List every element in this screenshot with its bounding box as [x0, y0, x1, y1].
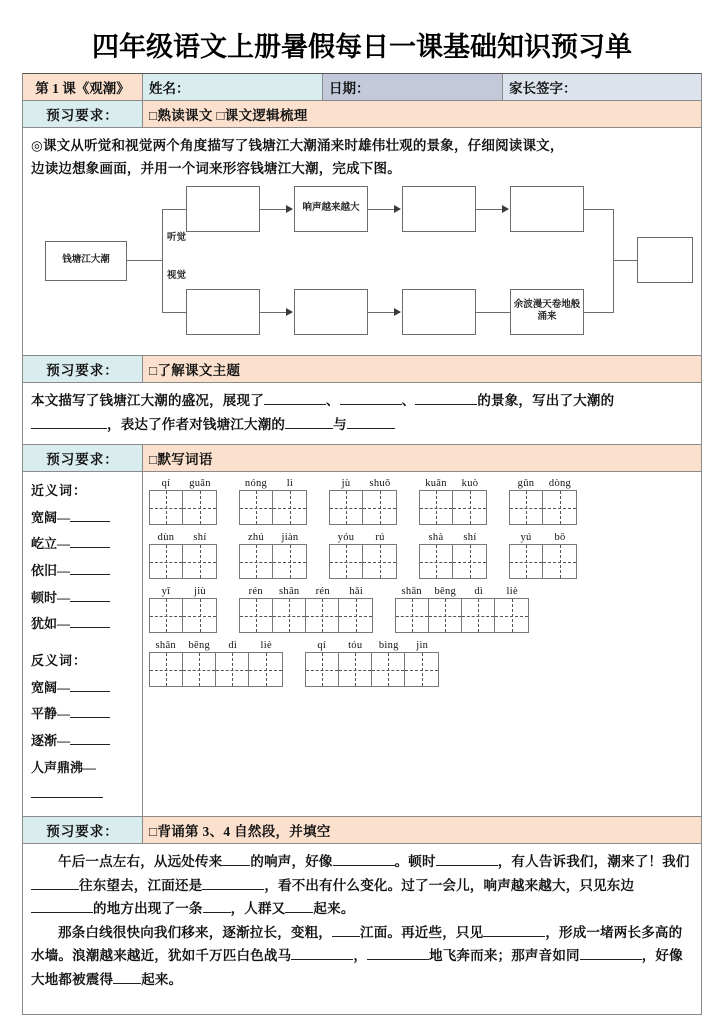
pinyin-syllable: rú	[375, 532, 385, 544]
character-grid-cell[interactable]	[543, 491, 576, 524]
requirement-row-theme	[23, 356, 701, 383]
pinyin-syllable: gǔn	[517, 478, 535, 490]
pinyin-syllable: bō	[554, 532, 566, 544]
pinyin-syllable: shuō	[369, 478, 391, 490]
antonym-item	[31, 728, 134, 755]
pinyin-syllable: guān	[189, 478, 211, 490]
character-grid-cell[interactable]	[363, 491, 396, 524]
flow-arrow-top-1	[286, 205, 293, 213]
theme-blank-2[interactable]	[340, 404, 402, 405]
requirement-read-text[interactable]: □熟读课文 □课文逻辑梳理	[143, 101, 701, 127]
antonym-label: 逐渐—	[31, 732, 71, 748]
recite-blank[interactable]	[31, 912, 93, 913]
flow-line-source-out	[127, 260, 163, 261]
pinyin-syllable: rén	[248, 586, 263, 598]
character-grid[interactable]	[239, 544, 307, 579]
character-grid[interactable]	[149, 490, 217, 525]
recite-paragraph-2	[31, 921, 693, 992]
character-grid-cell[interactable]	[330, 545, 363, 578]
page-title: 四年级语文上册暑假每日一课基础知识预习单	[92, 32, 632, 63]
flow-bottom-box-2[interactable]	[294, 289, 368, 335]
pinyin-syllable: yī	[161, 586, 171, 598]
antonym-blank[interactable]	[70, 717, 110, 718]
recite-paragraph-1	[31, 850, 693, 921]
theme-blank-6[interactable]	[347, 428, 395, 429]
character-grid-group	[509, 478, 577, 525]
pinyin-row	[149, 478, 217, 489]
character-grid-cell[interactable]	[306, 653, 339, 686]
flow-line-final-in	[613, 260, 637, 261]
recite-text: ，	[641, 948, 656, 964]
character-grid[interactable]	[329, 544, 397, 579]
character-grid-group	[329, 478, 397, 525]
theme-blank-3[interactable]	[415, 404, 477, 405]
pinyin-syllable: jiù	[194, 586, 206, 598]
character-grid-cell[interactable]	[273, 491, 306, 524]
character-grid-row	[149, 532, 697, 579]
pinyin-syllable: kuò	[461, 478, 479, 490]
character-grid-cell[interactable]	[462, 599, 495, 632]
pinyin-syllable: dùn	[157, 532, 175, 544]
character-grid-cell[interactable]	[183, 599, 216, 632]
requirement-label: 预习要求：	[23, 101, 143, 127]
character-grid-cell[interactable]	[150, 491, 183, 524]
synonym-blank[interactable]	[70, 627, 110, 628]
flow-arrow-top-2	[394, 205, 401, 213]
requirement-row-read	[23, 101, 701, 128]
character-grid-cell[interactable]	[363, 545, 396, 578]
theme-line-2	[31, 413, 693, 437]
character-grid-group	[395, 586, 529, 633]
recite-blank[interactable]	[332, 936, 360, 937]
theme-block	[23, 383, 701, 445]
pinyin-row	[305, 640, 439, 651]
antonym-item	[31, 675, 134, 702]
requirement-recite-text[interactable]: □背诵第 3、4 自然段，并填空	[143, 817, 701, 843]
recite-blank[interactable]	[333, 865, 395, 866]
flow-top-box-4[interactable]	[510, 186, 584, 232]
flow-top-box-3[interactable]	[402, 186, 476, 232]
theme-blank-4[interactable]	[31, 428, 107, 429]
recite-blank[interactable]	[285, 912, 313, 913]
character-grid-group	[239, 586, 373, 633]
recite-text: 往东望去，江面还是	[79, 877, 203, 893]
pinyin-syllable: bìng	[378, 640, 399, 652]
character-grid-cell[interactable]	[453, 545, 486, 578]
synonym-blank[interactable]	[70, 547, 110, 548]
character-grid-cell[interactable]	[216, 653, 249, 686]
character-grid-group	[149, 478, 217, 525]
pinyin-syllable: qí	[317, 640, 327, 652]
pinyin-syllable: shí	[463, 532, 477, 544]
antonym-label: 宽阔—	[31, 679, 71, 695]
synonym-label: 屹立—	[31, 536, 71, 552]
pinyin-syllable: nóng	[244, 478, 268, 490]
character-grid[interactable]	[149, 652, 283, 687]
requirement-theme-text[interactable]: □了解课文主题	[143, 356, 701, 382]
pinyin-syllable: dòng	[548, 478, 572, 490]
character-grid[interactable]	[419, 490, 487, 525]
synonym-item	[31, 505, 134, 532]
character-grid[interactable]	[329, 490, 397, 525]
pinyin-row	[329, 478, 397, 489]
recite-text: ，看不出有什么变化。过了一会儿，响声越来越大，只见东边	[264, 877, 635, 893]
requirement-label-theme: 预习要求：	[23, 356, 143, 382]
pinyin-row	[239, 586, 373, 597]
antonym-blank[interactable]	[70, 744, 110, 745]
pinyin-row	[509, 478, 577, 489]
intro-line-1: ◎课文从听觉和视觉两个角度描写了钱塘江大潮涌来时雄伟壮观的景象，仔细阅读课文，	[31, 137, 564, 153]
theme-text-f: 与	[333, 416, 347, 432]
antonym-item	[31, 781, 134, 808]
synonym-item	[31, 611, 134, 638]
pinyin-syllable: dì	[228, 640, 238, 652]
requirement-label-recite: 预习要求：	[23, 817, 143, 843]
pinyin-syllable: liè	[506, 586, 518, 598]
pinyin-syllable: liè	[260, 640, 272, 652]
antonym-item	[31, 701, 134, 728]
recite-blank[interactable]	[436, 865, 498, 866]
character-grid-cell[interactable]	[396, 599, 429, 632]
theme-text-d: 的景象，写出了大潮的	[477, 392, 615, 408]
worksheet-table	[22, 73, 702, 1015]
character-grid-cell[interactable]	[240, 599, 273, 632]
pinyin-syllable: dì	[474, 586, 484, 598]
flow-line-top-merge	[584, 209, 614, 210]
recite-block	[23, 844, 701, 1014]
theme-blank-5[interactable]	[285, 428, 333, 429]
date-field[interactable]: 日期：	[323, 74, 503, 100]
character-grid-group	[149, 586, 217, 633]
pinyin-row	[149, 532, 217, 543]
recite-blank[interactable]	[113, 983, 141, 984]
recite-text: ，人群又	[230, 901, 286, 917]
pinyin-syllable: kuān	[425, 478, 447, 490]
pinyin-syllable: shān	[155, 640, 176, 652]
recite-text: 的地方出现了一条	[93, 901, 203, 917]
synonym-blank[interactable]	[70, 601, 110, 602]
recite-text: ，	[353, 948, 368, 964]
theme-text-a: 本文描写了钱塘江大潮的盛况，展现了	[31, 392, 264, 408]
recite-text: 起来。	[141, 972, 183, 987]
antonym-label: 人声鼎沸—	[31, 759, 97, 775]
pinyin-syllable: shà	[428, 532, 444, 544]
recite-blank[interactable]	[31, 889, 79, 890]
pinyin-row	[329, 532, 397, 543]
recite-text: 江面。再近些，只见	[360, 924, 484, 940]
character-grid[interactable]	[239, 490, 307, 525]
recite-blank[interactable]	[202, 889, 264, 890]
flow-label-hearing: 听觉	[167, 232, 187, 243]
theme-line-1	[31, 389, 693, 413]
flowchart	[31, 183, 695, 343]
recite-blank[interactable]	[291, 959, 353, 960]
synonym-label: 依旧—	[31, 563, 71, 579]
character-grid-group	[239, 532, 307, 579]
flow-line-branch-vertical	[162, 209, 163, 313]
recite-blank[interactable]	[580, 959, 642, 960]
requirement-row-dictation	[23, 445, 701, 472]
recite-text: ，有人告诉我们，潮来了！	[497, 853, 663, 869]
character-grid-cell[interactable]	[339, 599, 372, 632]
pinyin-row	[239, 478, 307, 489]
theme-text-e: ，表达了作者对钱塘江大潮的	[107, 416, 286, 432]
character-grid-row	[149, 586, 697, 633]
character-grid-cell[interactable]	[240, 545, 273, 578]
character-grid-cell[interactable]	[453, 491, 486, 524]
character-grid-group	[329, 532, 397, 579]
character-grid-row	[149, 640, 697, 687]
character-grid[interactable]	[305, 652, 439, 687]
character-grid-host	[149, 478, 697, 687]
flow-bottom-box-1[interactable]	[186, 289, 260, 335]
pinyin-row	[239, 532, 307, 543]
character-grid-group	[239, 478, 307, 525]
recite-text: 那条白线很快向我们移来，逐渐拉长，变粗，	[58, 924, 332, 940]
synonym-item	[31, 531, 134, 558]
dictation-block	[23, 472, 701, 817]
column-spacer	[31, 638, 134, 648]
synonym-label: 犹如—	[31, 616, 71, 632]
pinyin-syllable: yóu	[337, 532, 355, 544]
character-grid-cell[interactable]	[339, 653, 372, 686]
antonym-item	[31, 755, 134, 782]
character-grid-cell[interactable]	[150, 599, 183, 632]
pinyin-row	[419, 478, 487, 489]
requirement-row-recite	[23, 817, 701, 844]
pinyin-syllable: jiàn	[281, 532, 299, 544]
antonym-label: 平静—	[31, 706, 71, 722]
character-grid-cell[interactable]	[183, 545, 216, 578]
recite-text: ，形成一堵两长多	[545, 924, 655, 940]
character-grid[interactable]	[395, 598, 529, 633]
flow-line-bottom-in	[162, 312, 186, 313]
pinyin-row	[419, 532, 487, 543]
character-grid-cell[interactable]	[150, 545, 183, 578]
pinyin-syllable: zhú	[247, 532, 265, 544]
character-grid-cell[interactable]	[429, 599, 462, 632]
requirement-dictation-text[interactable]: □默写词语	[143, 445, 701, 471]
recite-text: 起来。	[313, 901, 355, 917]
character-grid-group	[419, 532, 487, 579]
theme-blank-1[interactable]	[264, 404, 326, 405]
pinyin-syllable: rén	[315, 586, 330, 598]
character-grid-group	[419, 478, 487, 525]
character-grid-cell[interactable]	[183, 653, 216, 686]
character-grid-group	[509, 532, 577, 579]
flow-label-vision: 视觉	[167, 270, 187, 281]
theme-text-c: 、	[401, 392, 416, 408]
synonym-blank[interactable]	[70, 574, 110, 575]
flow-line-bottom-3-4	[476, 312, 510, 313]
character-grid-cell[interactable]	[543, 545, 576, 578]
flow-final-box[interactable]	[637, 237, 693, 283]
pinyin-row	[509, 532, 577, 543]
character-grid-cell[interactable]	[510, 545, 543, 578]
character-grid-cell[interactable]	[420, 491, 453, 524]
character-grid-cell[interactable]	[372, 653, 405, 686]
pinyin-syllable: jù	[341, 478, 351, 490]
flow-source-box: 钱塘江大潮	[45, 241, 127, 281]
character-grid-group	[149, 532, 217, 579]
recite-blank[interactable]	[367, 959, 429, 960]
character-grid-group	[149, 640, 283, 687]
character-grid-cell[interactable]	[306, 599, 339, 632]
character-grid-cell[interactable]	[150, 653, 183, 686]
flow-bottom-box-3[interactable]	[402, 289, 476, 335]
pinyin-row	[149, 640, 283, 651]
antonym-title: 反义词：	[31, 653, 88, 669]
pinyin-row	[395, 586, 529, 597]
recite-text: 午后一点左右，从远处传来	[58, 853, 223, 869]
character-grid[interactable]	[419, 544, 487, 579]
character-grid-row	[149, 478, 697, 525]
character-grid[interactable]	[509, 490, 577, 525]
character-grid-cell[interactable]	[405, 653, 438, 686]
character-grid[interactable]	[509, 544, 577, 579]
flow-top-box-1[interactable]	[186, 186, 260, 232]
synonym-item	[31, 585, 134, 612]
synonym-label: 顿时—	[31, 589, 71, 605]
flow-bottom-box-4: 余波漫天卷地般涌来	[510, 289, 584, 335]
character-grid-cell[interactable]	[249, 653, 282, 686]
recite-blank[interactable]	[222, 865, 250, 866]
lesson-cell: 第 1 课《观潮》	[23, 74, 143, 100]
pinyin-syllable: lì	[286, 478, 294, 490]
pinyin-syllable: hǎi	[349, 586, 364, 598]
pinyin-syllable: shān	[279, 586, 300, 598]
flow-line-top-in	[162, 209, 186, 210]
synonym-label: 宽阔—	[31, 509, 71, 525]
character-grid-cell[interactable]	[273, 599, 306, 632]
character-grid-cell[interactable]	[330, 491, 363, 524]
theme-text-b: 、	[325, 392, 340, 408]
recite-blank[interactable]	[203, 912, 231, 913]
character-grid[interactable]	[149, 598, 217, 633]
character-grid-group	[305, 640, 439, 687]
character-grid-cell[interactable]	[183, 491, 216, 524]
flow-arrow-top-3	[502, 205, 509, 213]
pinyin-syllable: qí	[161, 478, 171, 490]
word-pairs-column	[23, 472, 143, 816]
recite-text: 地飞奔而来；那声音如同	[429, 948, 580, 964]
character-grid[interactable]	[239, 598, 373, 633]
flow-arrow-bottom-2	[394, 308, 401, 316]
parent-signature-field[interactable]: 家长签字：	[503, 74, 701, 100]
pinyin-syllable: shí	[193, 532, 207, 544]
header-row	[23, 74, 701, 101]
synonym-item	[31, 558, 134, 585]
recite-text: 。顿时	[394, 853, 436, 869]
character-grid-column	[143, 472, 701, 816]
pinyin-syllable: tóu	[348, 640, 363, 652]
character-grid-cell[interactable]	[495, 599, 528, 632]
pinyin-syllable: yú	[520, 532, 532, 544]
flow-arrow-bottom-1	[286, 308, 293, 316]
recite-text: 好像大地都被震得	[31, 948, 683, 987]
recite-text: 我们	[662, 853, 690, 869]
pinyin-syllable: bēng	[188, 640, 211, 652]
pinyin-row	[149, 586, 217, 597]
character-grid-cell[interactable]	[510, 491, 543, 524]
pinyin-syllable: shān	[401, 586, 422, 598]
intro-line-2: 边读边想象画面，并用一个词来形容钱塘江大潮，完成下图。	[31, 161, 401, 177]
requirement-label-dictation: 预习要求：	[23, 445, 143, 471]
synonym-blank[interactable]	[70, 521, 110, 522]
synonym-title: 近义词：	[31, 483, 88, 499]
recite-text: 高的水墙。浪潮越来越近，犹如千万匹白色战马	[31, 924, 683, 964]
character-grid-cell[interactable]	[420, 545, 453, 578]
antonym-blank[interactable]	[31, 797, 103, 798]
flowchart-block	[23, 128, 701, 356]
pinyin-syllable: jìn	[416, 640, 429, 652]
recite-blank[interactable]	[483, 936, 545, 937]
flow-top-box-2: 响声越来越大	[294, 186, 368, 232]
character-grid-cell[interactable]	[240, 491, 273, 524]
character-grid-cell[interactable]	[273, 545, 306, 578]
recite-text: 的响声，好像	[250, 853, 333, 869]
antonym-blank[interactable]	[70, 691, 110, 692]
name-field[interactable]: 姓名：	[143, 74, 323, 100]
character-grid[interactable]	[149, 544, 217, 579]
flow-line-bottom-merge	[584, 312, 614, 313]
pinyin-syllable: bēng	[434, 586, 457, 598]
